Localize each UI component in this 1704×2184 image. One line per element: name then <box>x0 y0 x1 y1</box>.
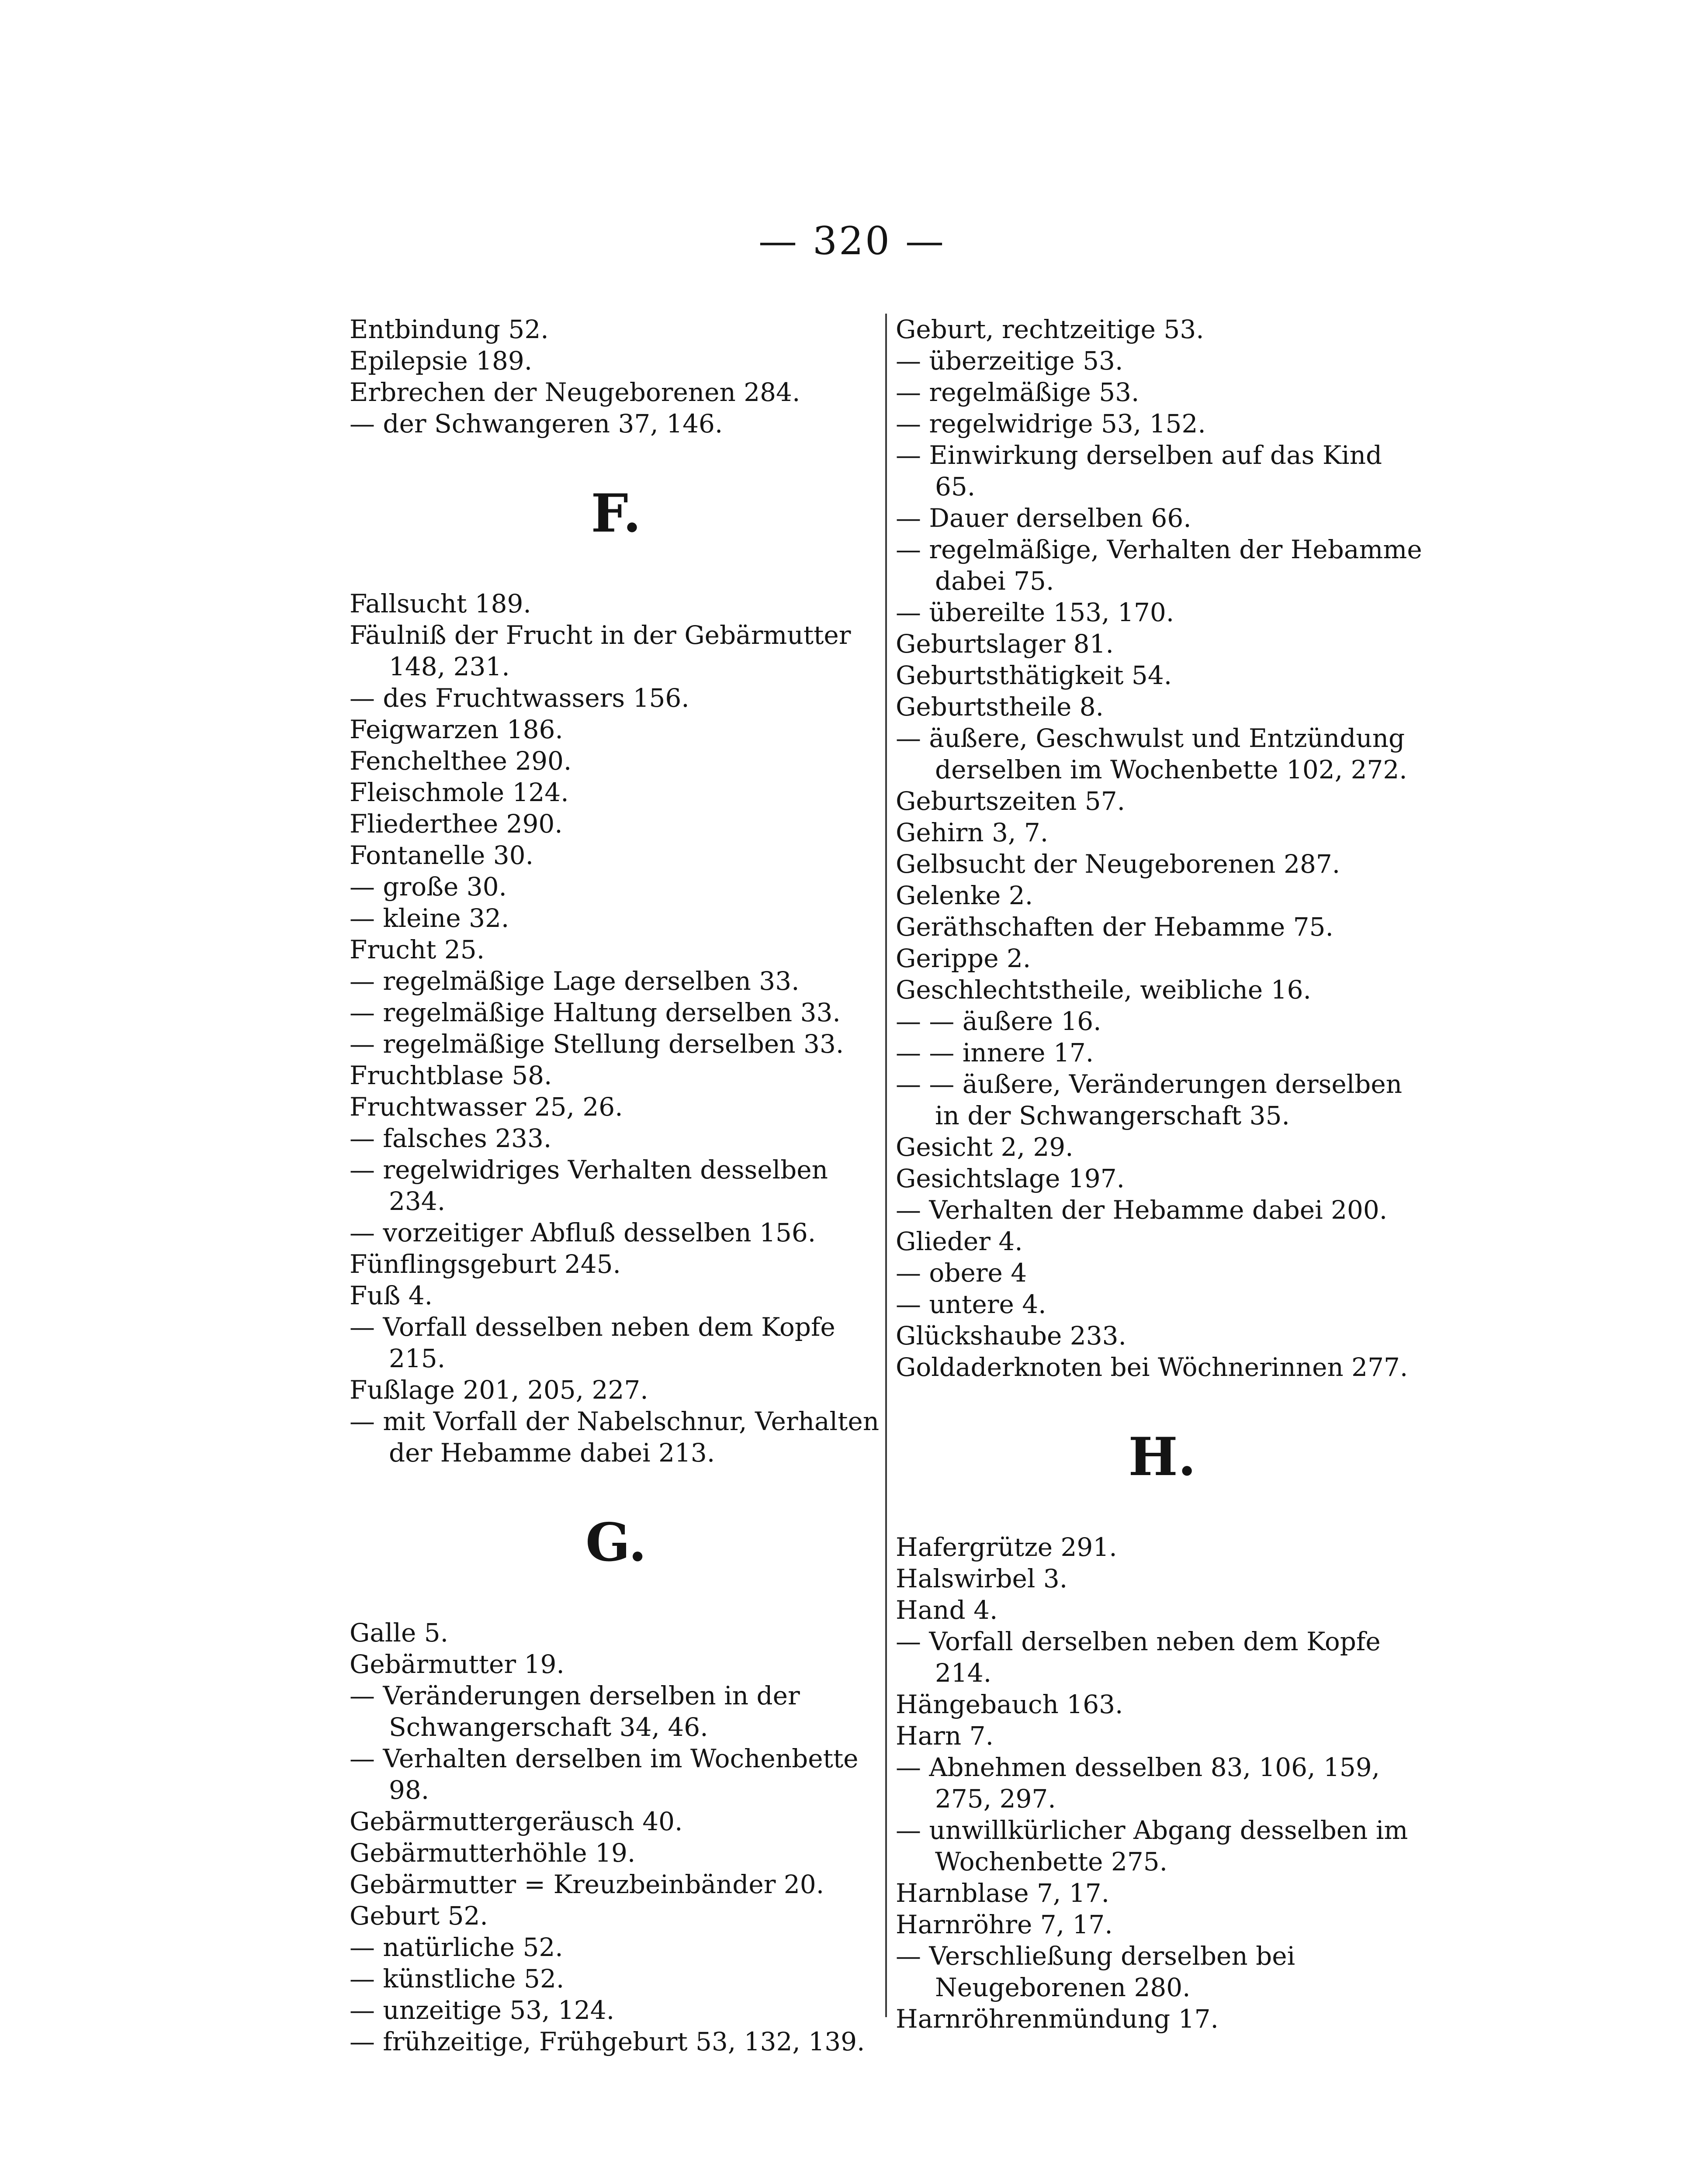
index-entry: Fruchtwasser 25, 26. <box>350 1092 623 1122</box>
index-entry: — des Fruchtwassers 156. <box>350 683 689 713</box>
index-entry: — obere 4 <box>896 1258 1027 1288</box>
index-entry: Galle 5. <box>350 1618 449 1648</box>
index-entry: Gebärmutter = Kreuzbeinbänder 20. <box>350 1870 824 1899</box>
index-entry: Fliederthee 290. <box>350 809 563 839</box>
index-column-left <box>350 314 883 2057</box>
index-entry: Fenchelthee 290. <box>350 746 572 776</box>
index-entry: — unzeitige 53, 124. <box>350 1995 615 2025</box>
index-column-right <box>896 314 1429 2035</box>
index-entry: Harn 7. <box>896 1721 994 1751</box>
index-entry: Geburtstheile 8. <box>896 692 1104 722</box>
index-entry: — der Schwangeren 37, 146. <box>350 409 723 439</box>
index-entry: — künstliche 52. <box>350 1964 565 1994</box>
page-number: — 320 — <box>758 218 946 263</box>
index-entry: Geschlechtstheile, weibliche 16. <box>896 975 1311 1005</box>
index-entry: Gebärmuttergeräusch 40. <box>350 1807 683 1836</box>
index-entry: Goldaderknoten bei Wöchnerinnen 277. <box>896 1352 1408 1382</box>
index-entry: Fruchtblase 58. <box>350 1061 552 1090</box>
index-entry: Fleischmole 124. <box>350 778 569 807</box>
index-entry: Fäulniß der Frucht in der Gebärmutter 148, 231. <box>350 620 851 681</box>
index-entry: Glieder 4. <box>896 1227 1023 1256</box>
index-entry: — regelwidriges Verhalten desselben 234. <box>350 1155 828 1216</box>
index-entry: Fußlage 201, 205, 227. <box>350 1375 648 1405</box>
index-entry: — regelmäßige Haltung derselben 33. <box>350 998 841 1027</box>
index-entry: — Vorfall derselben neben dem Kopfe 214. <box>896 1627 1381 1688</box>
index-entry: Fuß 4. <box>350 1281 433 1310</box>
index-entry: Geburtszeiten 57. <box>896 786 1126 816</box>
index-entry: Gerippe 2. <box>896 943 1031 973</box>
index-entry: Halswirbel 3. <box>896 1564 1068 1593</box>
index-entry: Geburt, rechtzeitige 53. <box>896 314 1204 344</box>
index-entry: — vorzeitiger Abfluß desselben 156. <box>350 1218 816 1248</box>
index-entry: — große 30. <box>350 872 507 902</box>
index-entry: — Dauer derselben 66. <box>896 503 1191 533</box>
index-entry: Hängebauch 163. <box>896 1690 1123 1719</box>
index-entry: Gesicht 2, 29. <box>896 1132 1074 1162</box>
index-entry: — regelmäßige 53. <box>896 377 1139 407</box>
index-entry: Gelenke 2. <box>896 881 1033 910</box>
column-divider <box>885 314 887 2017</box>
index-entry: Erbrechen der Neugeborenen 284. <box>350 377 800 407</box>
index-entry: — kleine 32. <box>350 903 509 933</box>
index-entry: Gebärmutterhöhle 19. <box>350 1838 636 1868</box>
index-entry: Entbindung 52. <box>350 314 549 344</box>
index-entry: Hafergrütze 291. <box>896 1532 1117 1562</box>
index-entry: Gebärmutter 19. <box>350 1649 565 1679</box>
index-entry: Geburt 52. <box>350 1901 488 1931</box>
index-entry: Hand 4. <box>896 1595 998 1625</box>
index-entry: — — äußere 16. <box>896 1006 1101 1036</box>
index-entry: — frühzeitige, Frühgeburt 53, 132, 139. <box>350 2027 865 2056</box>
index-entry: Fallsucht 189. <box>350 589 531 619</box>
index-entry: — überzeitige 53. <box>896 346 1123 376</box>
index-entry: — übereilte 153, 170. <box>896 598 1174 627</box>
index-entry: — unwillkürlicher Abgang desselben im Wochenbette 275. <box>896 1815 1408 1876</box>
index-entry: Gesichtslage 197. <box>896 1164 1125 1193</box>
index-entry: — Verhalten der Hebamme dabei 200. <box>896 1195 1388 1225</box>
section-letter: G. <box>585 1512 647 1573</box>
section-letter: H. <box>1128 1426 1196 1488</box>
index-entry: Frucht 25. <box>350 935 485 964</box>
index-entry: — Abnehmen desselben 83, 106, 159, 275, 297. <box>896 1752 1380 1814</box>
index-entry: — Einwirkung derselben auf das Kind 65. <box>896 440 1382 501</box>
index-entry: — regelmäßige Lage derselben 33. <box>350 966 800 996</box>
index-entry: Epilepsie 189. <box>350 346 533 376</box>
index-entry: — natürliche 52. <box>350 1932 563 1962</box>
index-entry: — — äußere, Veränderungen derselben in der Schwangerschaft 35. <box>896 1069 1403 1130</box>
index-entry: Harnröhrenmündung 17. <box>896 2004 1219 2034</box>
index-entry: Fünflingsgeburt 245. <box>350 1249 621 1279</box>
index-entry: Gelbsucht der Neugeborenen 287. <box>896 849 1340 879</box>
index-entry: Fontanelle 30. <box>350 840 534 870</box>
index-entry: Geburtsthätigkeit 54. <box>896 660 1172 690</box>
index-entry: Gehirn 3, 7. <box>896 818 1049 847</box>
section-letter: F. <box>591 483 641 544</box>
index-entry: Harnblase 7, 17. <box>896 1878 1110 1908</box>
index-entry: Harnröhre 7, 17. <box>896 1910 1113 1939</box>
index-entry: — Vorfall desselben neben dem Kopfe 215. <box>350 1312 835 1373</box>
index-entry: — regelwidrige 53, 152. <box>896 409 1206 439</box>
index-entry: — falsches 233. <box>350 1123 552 1153</box>
index-entry: Geräthschaften der Hebamme 75. <box>896 912 1333 942</box>
index-entry: — — innere 17. <box>896 1038 1094 1068</box>
index-entry: — untere 4. <box>896 1289 1046 1319</box>
index-entry: Feigwarzen 186. <box>350 715 563 744</box>
index-entry: Glückshaube 233. <box>896 1321 1126 1351</box>
index-entry: — Veränderungen derselben in der Schwangerschaft 34, 46. <box>350 1681 800 1742</box>
index-entry: — mit Vorfall der Nabelschnur, Verhalten der Hebamme dabei 213. <box>350 1406 880 1468</box>
index-entry: — äußere, Geschwulst und Entzündung derselben im Wochenbette 102, 272. <box>896 723 1407 784</box>
index-entry: Geburtslager 81. <box>896 629 1114 659</box>
index-entry: — regelmäßige, Verhalten der Hebamme dabei 75. <box>896 535 1422 596</box>
index-entry: — Verschließung derselben bei Neugeborenen 280. <box>896 1941 1295 2002</box>
index-entry: — regelmäßige Stellung derselben 33. <box>350 1029 844 1059</box>
index-entry: — Verhalten derselben im Wochenbette 98. <box>350 1744 859 1805</box>
